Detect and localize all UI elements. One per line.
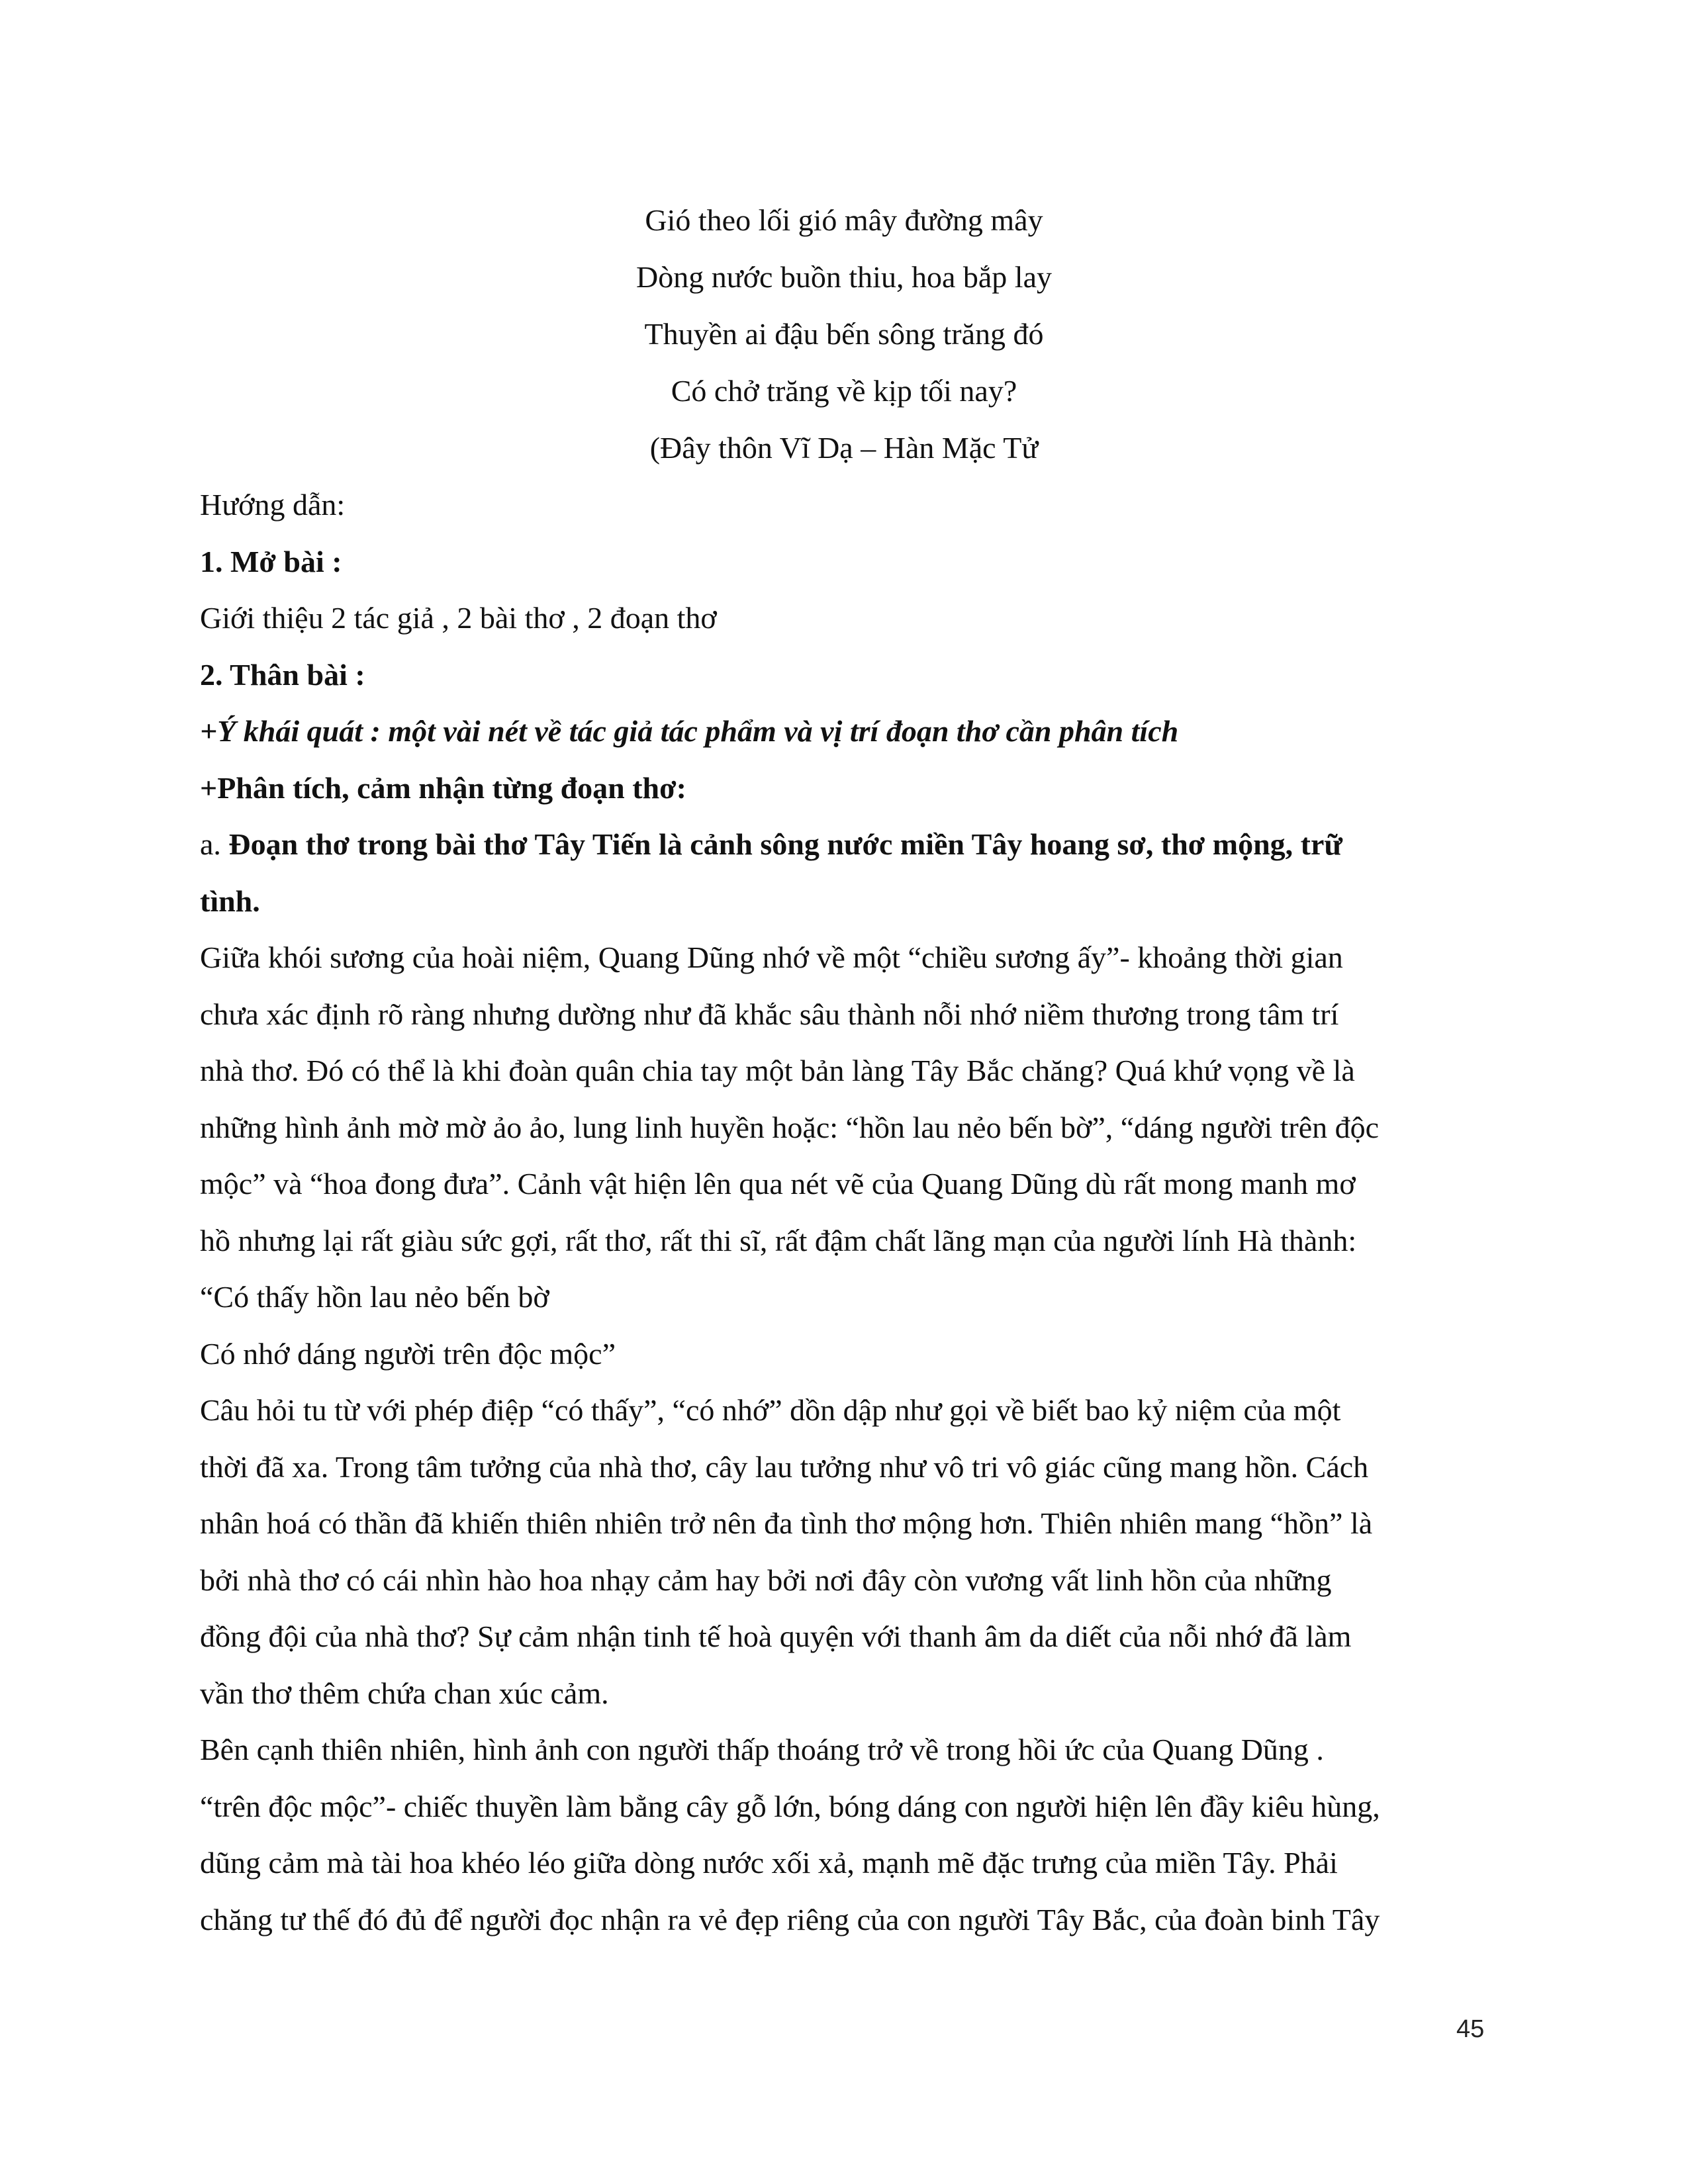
body-heading: 2. Thân bài : [200, 657, 365, 692]
paragraph-line: thời đã xa. Trong tâm tưởng của nhà thơ, cây lau tưởng như vô tri vô giác cũng mang hồn. Cách [200, 1449, 1369, 1484]
section-a-title: Đoạn thơ trong bài thơ Tây Tiến là cảnh sông nước miền Tây hoang sơ, thơ mộng, trữ [228, 827, 1342, 861]
paragraph-line: hồ nhưng lại rất giàu sức gợi, rất thơ, rất thi sĩ, rất đậm chất lãng mạn của người lính Hà thành: [200, 1223, 1357, 1257]
paragraph-line: “trên độc mộc”- chiếc thuyền làm bằng cây gỗ lớn, bóng dáng con người hiện lên đầy kiêu hùng, [200, 1789, 1380, 1823]
paragraph-line: Bên cạnh thiên nhiên, hình ảnh con người thấp thoáng trở về trong hồi ức của Quang Dũng . [200, 1733, 1324, 1766]
general-idea: +Ý khái quát : một vài nét về tác giả tác phẩm và vị trí đoạn thơ cần phân tích [200, 714, 1179, 748]
paragraph-line: những hình ảnh mờ mờ ảo ảo, lung linh huyền hoặc: “hồn lau nẻo bến bờ”, “dáng người trên độc [200, 1110, 1380, 1144]
poem-line: Có chở trăng về kịp tối nay? [671, 374, 1017, 408]
paragraph-line: chưa xác định rõ ràng nhưng dường như đã khắc sâu thành nỗi nhớ niềm thương trong tâm trí [200, 997, 1339, 1031]
paragraph-line: đồng đội của nhà thơ? Sự cảm nhận tinh tế hoà quyện với thanh âm da diết của nỗi nhớ đã làm [200, 1619, 1352, 1653]
section-a-title-cont: tình. [200, 884, 260, 918]
poem-line: Dòng nước buồn thiu, hoa bắp lay [636, 260, 1052, 294]
paragraph-line: chăng tư thế đó đủ để người đọc nhận ra vẻ đẹp riêng của con người Tây Bắc, của đoàn binh Tây [200, 1902, 1380, 1936]
section-a-heading [200, 816, 1491, 873]
paragraph-line: mộc” và “hoa đong đưa”. Cảnh vật hiện lên qua nét vẽ của Quang Dũng dù rất mong manh mơ [200, 1167, 1356, 1201]
paragraph-line: nhân hoá có thần đã khiến thiên nhiên trở nên đa tình thơ mộng hơn. Thiên nhiên mang “hồn” là [200, 1506, 1373, 1540]
paragraph-line: vần thơ thêm chứa chan xúc cảm. [200, 1676, 609, 1710]
intro-text: Giới thiệu 2 tác giả , 2 bài thơ , 2 đoạn thơ [200, 601, 717, 635]
paragraph-line: Giữa khói sương của hoài niệm, Quang Dũng nhớ về một “chiều sương ấy”- khoảng thời gian [200, 940, 1343, 974]
paragraph-line: Câu hỏi tu từ với phép điệp “có thấy”, “có nhớ” dồn dập như gọi về biết bao kỷ niệm của một [200, 1393, 1341, 1427]
paragraph-line: dũng cảm mà tài hoa khéo léo giữa dòng nước xối xả, mạnh mẽ đặc trưng của miền Tây. Phải [200, 1846, 1338, 1880]
essay-body [200, 477, 1491, 1948]
poem-line: Gió theo lối gió mây đường mây [645, 203, 1043, 237]
page-number: 45 [1456, 2015, 1485, 2043]
section-a-prefix: a. [200, 827, 229, 861]
quote-line: Có nhớ dáng người trên độc mộc” [200, 1336, 616, 1371]
intro-heading: 1. Mở bài : [200, 544, 342, 578]
poem-source: (Đây thôn Vĩ Dạ – Hàn Mặc Tử [649, 431, 1039, 465]
quote-line: “Có thấy hồn lau nẻo bến bờ [200, 1280, 549, 1314]
poem-line: Thuyền ai đậu bến sông trăng đó [644, 317, 1044, 351]
analysis-heading: +Phân tích, cảm nhận từng đoạn thơ: [200, 770, 686, 805]
paragraph-line: nhà thơ. Đó có thể là khi đoàn quân chia tay một bản làng Tây Bắc chăng? Quá khứ vọng về là [200, 1054, 1355, 1087]
guide-label: Hướng dẫn: [200, 488, 346, 522]
poem-excerpt [0, 192, 1688, 477]
paragraph-line: bởi nhà thơ có cái nhìn hào hoa nhạy cảm hay bởi nơi đây còn vương vất linh hồn của những [200, 1563, 1332, 1597]
